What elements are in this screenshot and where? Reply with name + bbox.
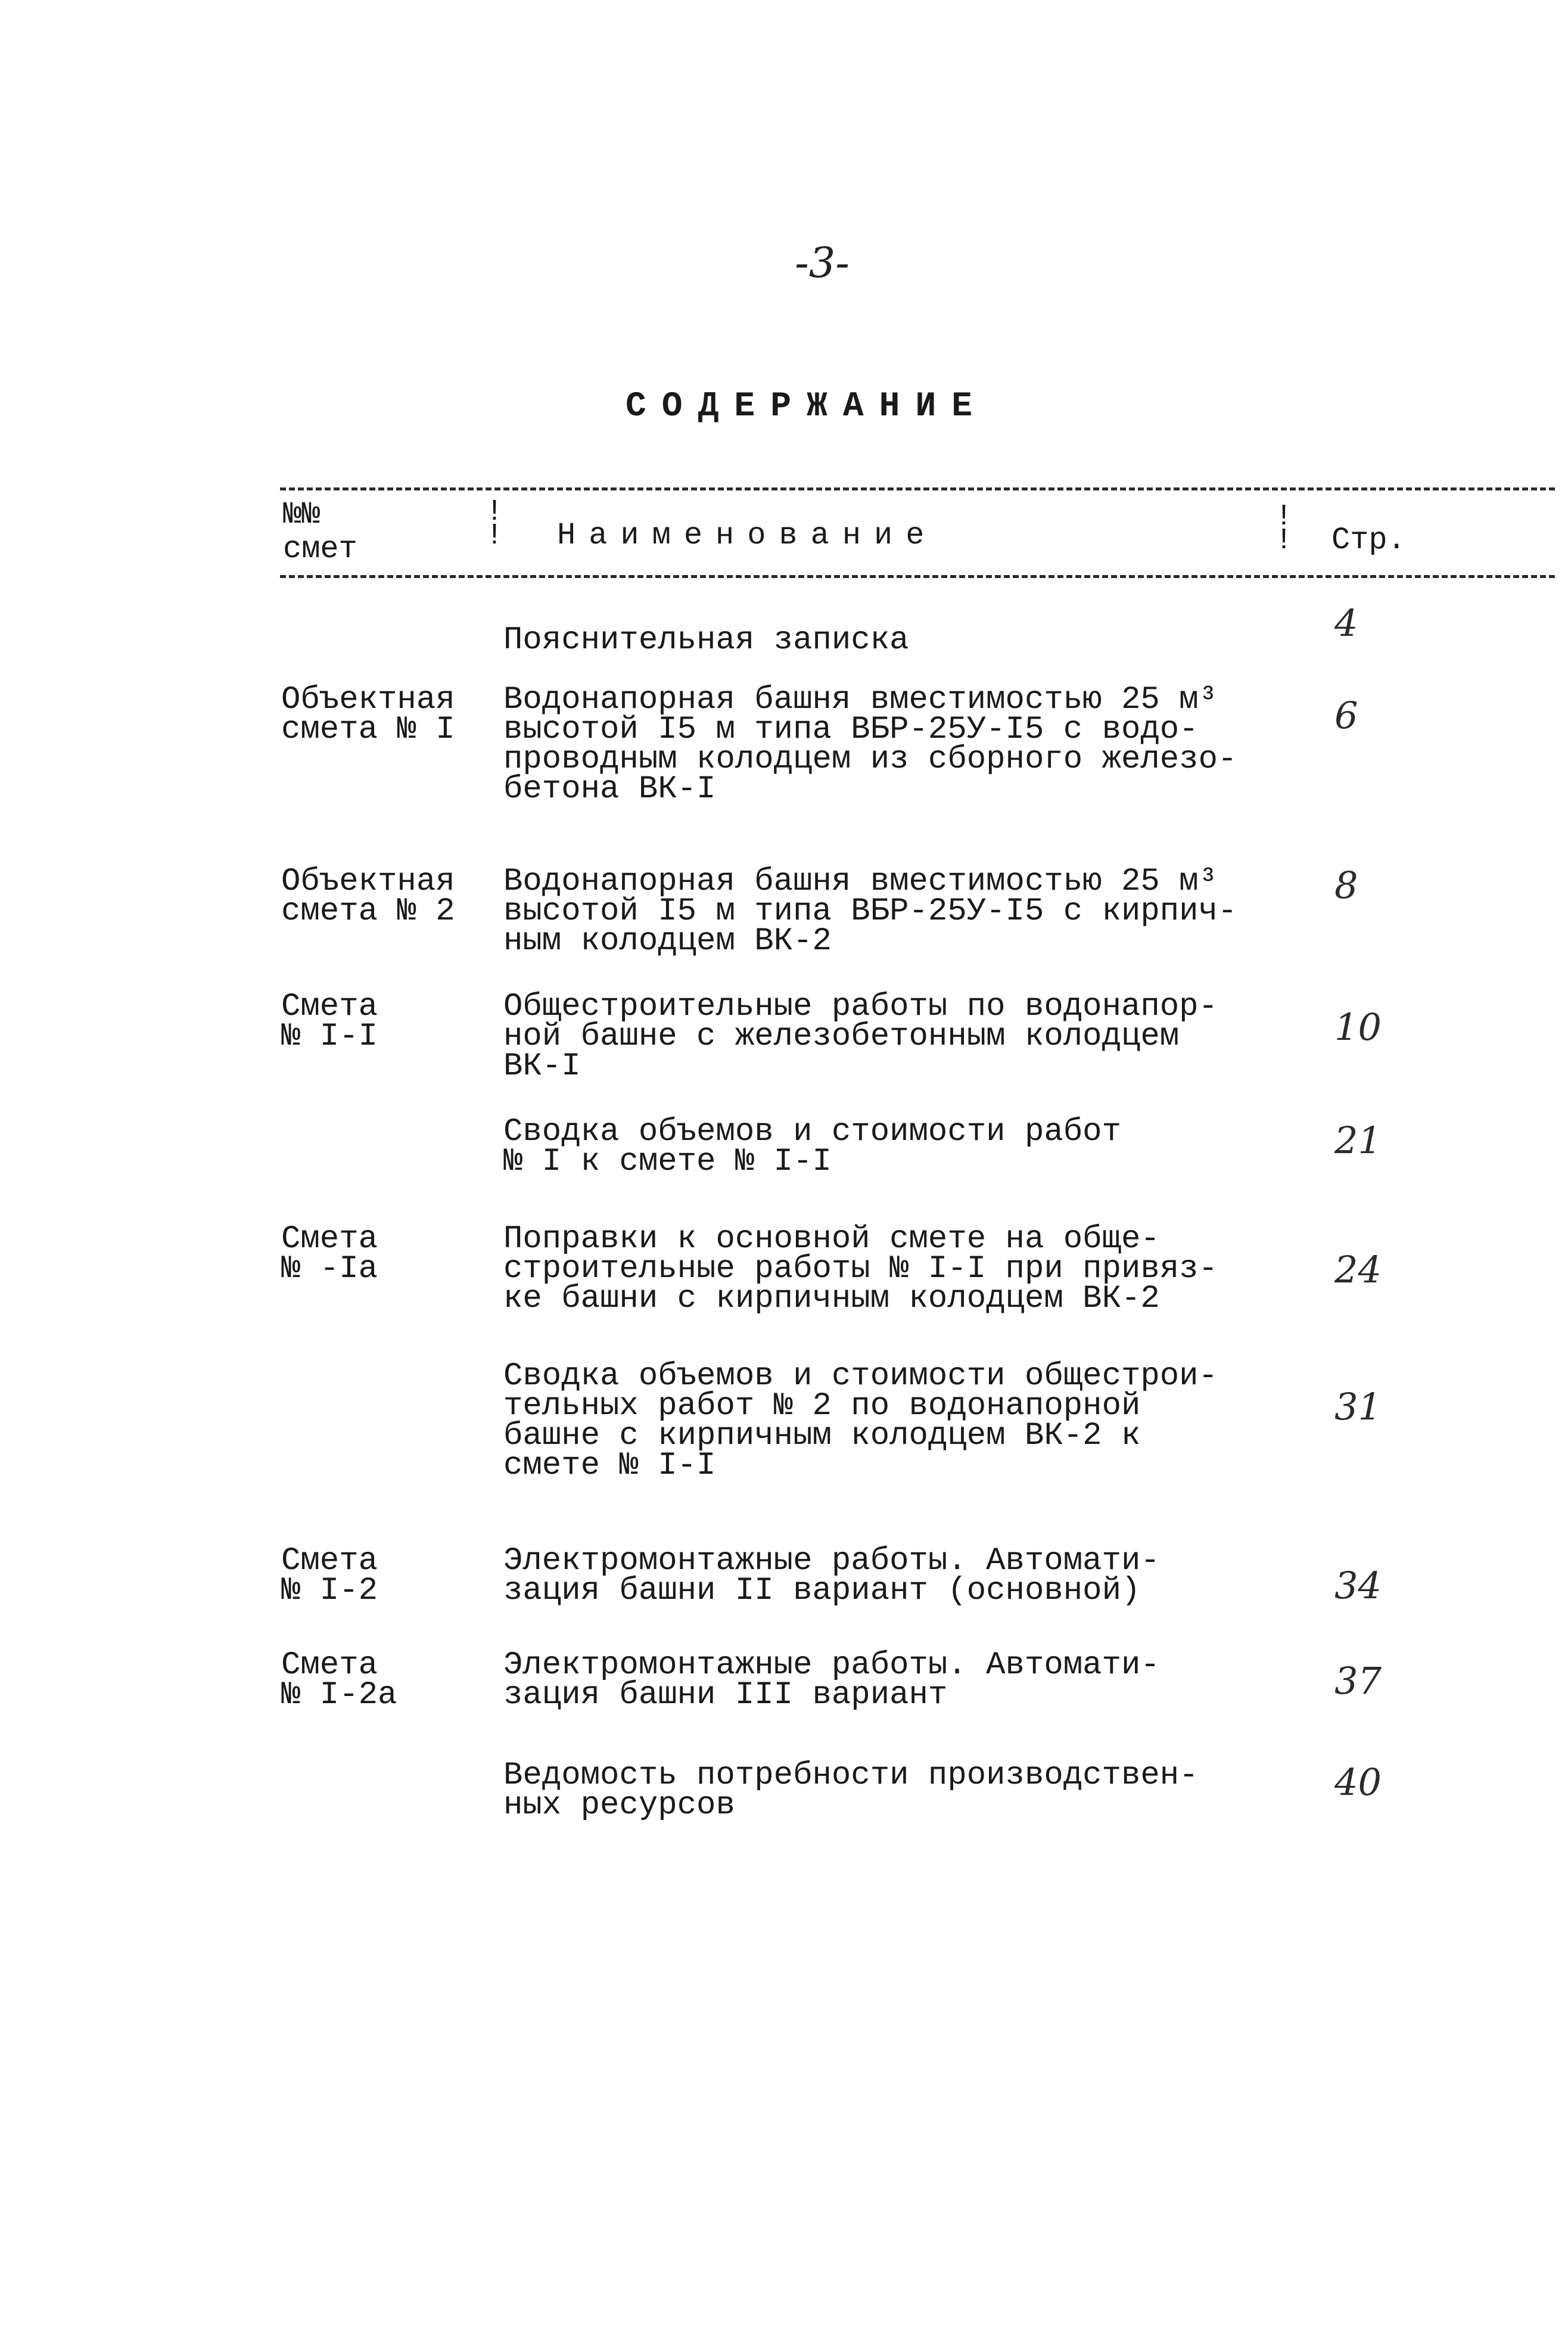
entry-title: Сводка объемов и стоимости работ № I к смете № I-I: [503, 1114, 1121, 1180]
column-separator: ! !: [1275, 500, 1293, 558]
entry-page-number: 6: [1334, 694, 1358, 737]
estimate-code: Объектная смета № I: [281, 682, 455, 748]
column-header-name: Наименование: [557, 518, 938, 553]
entry-page-number: 34: [1334, 1564, 1382, 1607]
entry-page-number: 8: [1334, 863, 1358, 907]
entry-title: Сводка объемов и стоимости общестрои- тельных работ № 2 по водонапорной башне с кирпичным колодцем ВК-2 к смете № I-I: [503, 1358, 1218, 1484]
entry-title: Электромонтажные работы. Автомати- зация башни III вариант: [503, 1647, 1160, 1713]
table-header-top-rule: [280, 487, 1555, 490]
page-number: -3-: [795, 238, 850, 287]
document-title: СОДЕРЖАНИЕ: [626, 387, 988, 426]
estimate-code: Объектная смета № 2: [281, 863, 455, 930]
column-separator: ! !: [486, 495, 504, 553]
entry-page-number: 37: [1334, 1659, 1382, 1703]
entry-title: Водонапорная башня вместимостью 25 м³ высотой I5 м типа ВБР-25У-I5 с кирпич- ным колодцем ВК-2: [503, 863, 1237, 959]
estimate-code: Смета № -Iа: [281, 1221, 378, 1287]
entry-page-number: 10: [1334, 1005, 1382, 1049]
estimate-code: Смета № I-2а: [281, 1647, 397, 1713]
column-header-estimate-number: №№ смет: [283, 497, 357, 567]
entry-title: Водонапорная башня вместимостью 25 м³ высотой I5 м типа ВБР-25У-I5 с водо- проводным колодцем из сборного железо- бетона ВК-I: [503, 682, 1237, 807]
entry-page-number: 40: [1334, 1760, 1382, 1804]
estimate-code: Смета № I-2: [281, 1543, 378, 1609]
column-header-page: Стр.: [1331, 523, 1406, 558]
entry-page-number: 31: [1334, 1385, 1382, 1428]
entry-title: Электромонтажные работы. Автомати- зация башни II вариант (основной): [503, 1543, 1160, 1609]
estimate-code: Смета № I-I: [281, 989, 378, 1055]
entry-page-number: 24: [1334, 1248, 1382, 1291]
table-header-bottom-rule: [280, 575, 1555, 578]
entry-title: Пояснительная записка: [503, 622, 909, 658]
entry-page-number: 4: [1334, 601, 1358, 645]
entry-title: Поправки к основной смете на обще- строительные работы № I-I при привяз- ке башни с кирпичным колодцем ВК-2: [503, 1221, 1218, 1317]
entry-title: Ведомость потребности производствен- ных ресурсов: [503, 1757, 1199, 1824]
entry-title: Общестроительные работы по водонапор- ной башне с железобетонным колодцем ВК-I: [503, 989, 1218, 1085]
entry-page-number: 21: [1334, 1119, 1382, 1162]
